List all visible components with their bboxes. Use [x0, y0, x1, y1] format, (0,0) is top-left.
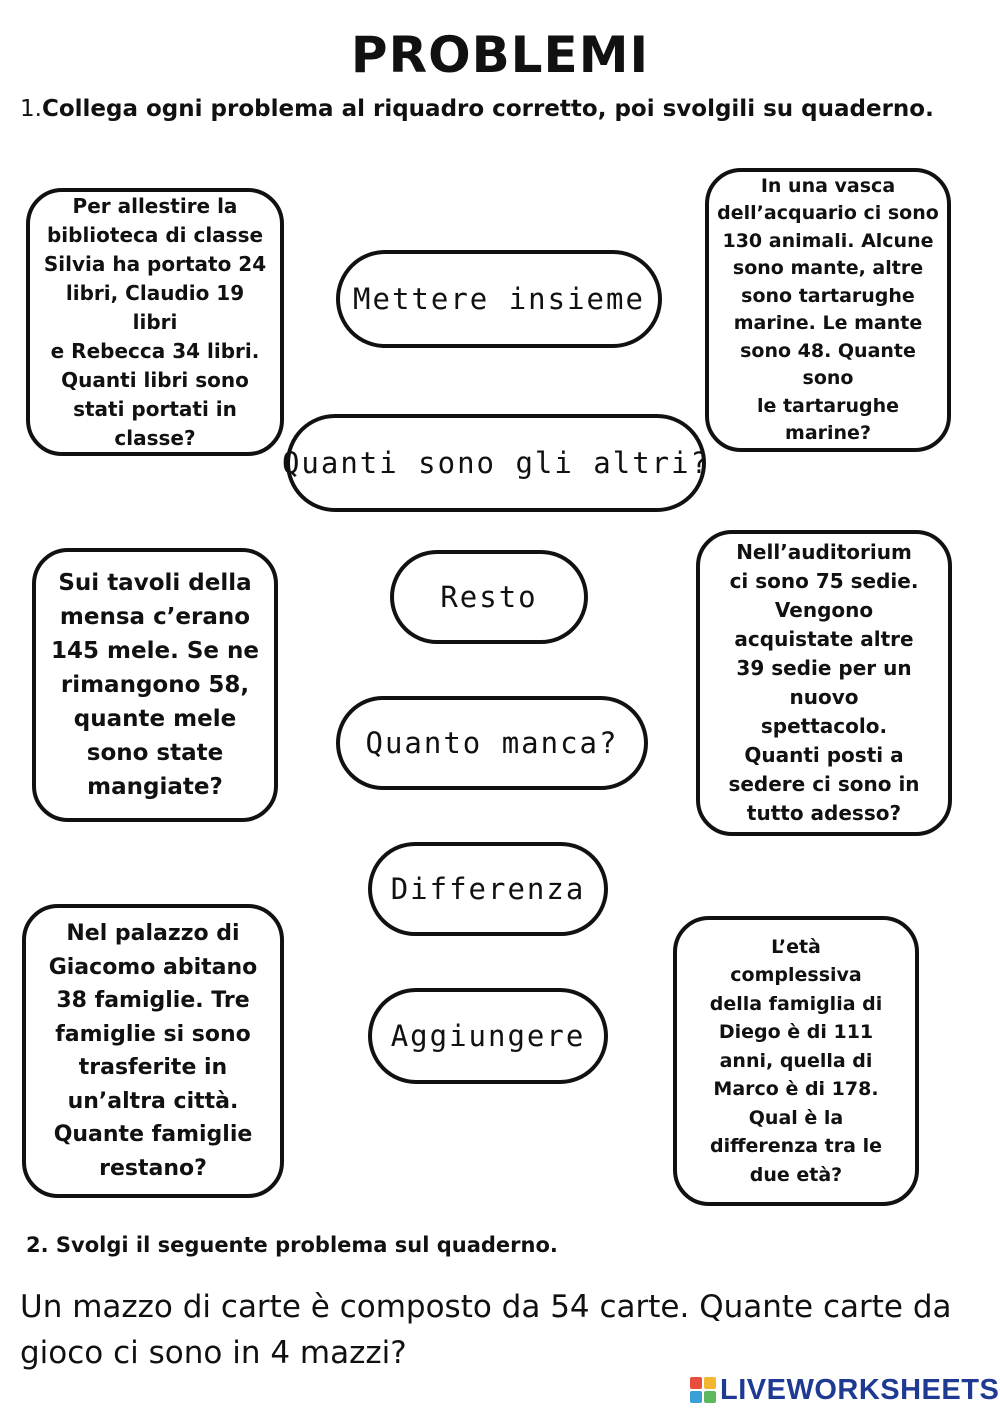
problem-line: sono tartarughe	[741, 284, 915, 307]
problem-box-palazzo[interactable]	[22, 904, 284, 1198]
problem-line: 145 mele. Se ne	[51, 638, 259, 664]
problem-box-auditorium[interactable]	[696, 530, 952, 836]
problem-line: Vengono	[774, 598, 874, 622]
problem-line: In una vasca	[760, 174, 896, 197]
logo-square	[704, 1377, 716, 1389]
problem-line: dell’acquario ci sono	[717, 202, 939, 224]
problem-line: spettacolo.	[760, 714, 888, 738]
problem-line: Diego è di 111	[718, 1021, 874, 1044]
problem-line: della famiglia di	[709, 992, 883, 1015]
problem-line: 130 animali. Alcune	[722, 229, 934, 252]
problem-line: Nell’auditorium	[736, 540, 912, 564]
problem-line: Quanti posti a	[744, 743, 904, 767]
problem-line: Sui tavoli della	[58, 570, 252, 596]
problem-line: differenza tra le	[710, 1135, 882, 1158]
final-problem-line: Un mazzo di carte è composto da 54 carte. Quante carte da	[20, 1289, 952, 1325]
problem-line: Giacomo abitano	[48, 954, 258, 980]
problem-line: anni, quella di	[719, 1049, 873, 1072]
problem-box-biblioteca[interactable]	[26, 188, 284, 456]
problem-line: acquistate altre	[734, 627, 914, 651]
problem-line: stati portati in	[73, 396, 237, 421]
problem-line: biblioteca di classe	[46, 222, 264, 247]
problem-line: tutto adesso?	[746, 801, 902, 825]
category-quanti-sono-gli-altri[interactable]: Quanti sono gli altri?	[286, 414, 706, 512]
problem-line: sono mante, altre	[732, 257, 924, 279]
problem-line: classe?	[114, 425, 196, 450]
problem-line: libri, Claudio 19 libri	[65, 280, 245, 334]
instruction-1	[20, 96, 934, 122]
final-problem	[20, 1284, 980, 1376]
category-mettere-insieme[interactable]: Mettere insieme	[336, 250, 662, 348]
page-title: PROBLEMI	[350, 26, 650, 84]
problem-line: sono state	[86, 740, 224, 766]
problem-line: mensa c’erano	[59, 604, 251, 630]
problem-line: Silvia ha portato 24	[43, 251, 267, 276]
category-differenza[interactable]: Differenza	[368, 842, 608, 936]
problem-line: nuovo	[789, 685, 859, 709]
problem-line: famiglie si sono	[55, 1021, 251, 1047]
final-problem-line: gioco ci sono in 4 mazzi?	[20, 1335, 407, 1371]
category-quanto-manca[interactable]: Quanto manca?	[336, 696, 648, 790]
problem-line: e Rebecca 34 libri.	[50, 338, 260, 363]
problem-line: complessiva	[730, 964, 862, 987]
brand-name: LIVEWORKSHEETS	[720, 1373, 1000, 1406]
problem-line: sono 48. Quante sono	[740, 339, 916, 389]
problem-box-acquario[interactable]	[705, 168, 951, 452]
logo-square	[690, 1391, 702, 1403]
logo-square	[690, 1377, 702, 1389]
brand-logo	[690, 1374, 999, 1406]
problem-line: 39 sedie per un	[736, 656, 912, 680]
problem-line: trasferite in	[78, 1055, 228, 1080]
problem-line: Quanti libri sono	[61, 367, 249, 392]
problem-line: Marco è di 178.	[713, 1078, 879, 1101]
instruction-2: 2. Svolgi il seguente problema sul quaderno.	[26, 1233, 558, 1257]
problem-line: restano?	[99, 1155, 207, 1181]
problem-line: Per allestire la	[72, 193, 238, 218]
category-aggiungere[interactable]: Aggiungere	[368, 988, 608, 1084]
problem-line: L’età	[771, 935, 821, 958]
problem-line: quante mele	[73, 706, 237, 732]
problem-line: Quante famiglie	[53, 1122, 253, 1147]
problem-line: sedere ci sono in	[728, 772, 920, 796]
problem-line: Qual è la	[748, 1106, 844, 1129]
problem-line: due età?	[749, 1163, 843, 1186]
problem-line: marine. Le mante	[733, 312, 923, 334]
instruction-1-number: 1.	[20, 96, 42, 122]
problem-box-eta[interactable]	[673, 916, 919, 1206]
problem-line: Nel palazzo di	[66, 921, 240, 946]
problem-line: ci sono 75 sedie.	[729, 569, 919, 593]
problem-line: 38 famiglie. Tre	[56, 988, 250, 1013]
logo-square	[704, 1391, 716, 1403]
problem-line: un’altra città.	[67, 1088, 239, 1114]
problem-line: rimangono 58,	[60, 672, 250, 698]
problem-line: marine?	[785, 422, 871, 444]
problem-line: mangiate?	[87, 774, 223, 800]
liveworksheets-icon	[690, 1377, 716, 1403]
category-resto[interactable]: Resto	[390, 550, 588, 644]
problem-line: le tartarughe	[756, 394, 900, 417]
problem-box-mensa[interactable]	[32, 548, 278, 822]
instruction-1-text: Collega ogni problema al riquadro corretto, poi svolgili su quaderno.	[41, 96, 934, 122]
